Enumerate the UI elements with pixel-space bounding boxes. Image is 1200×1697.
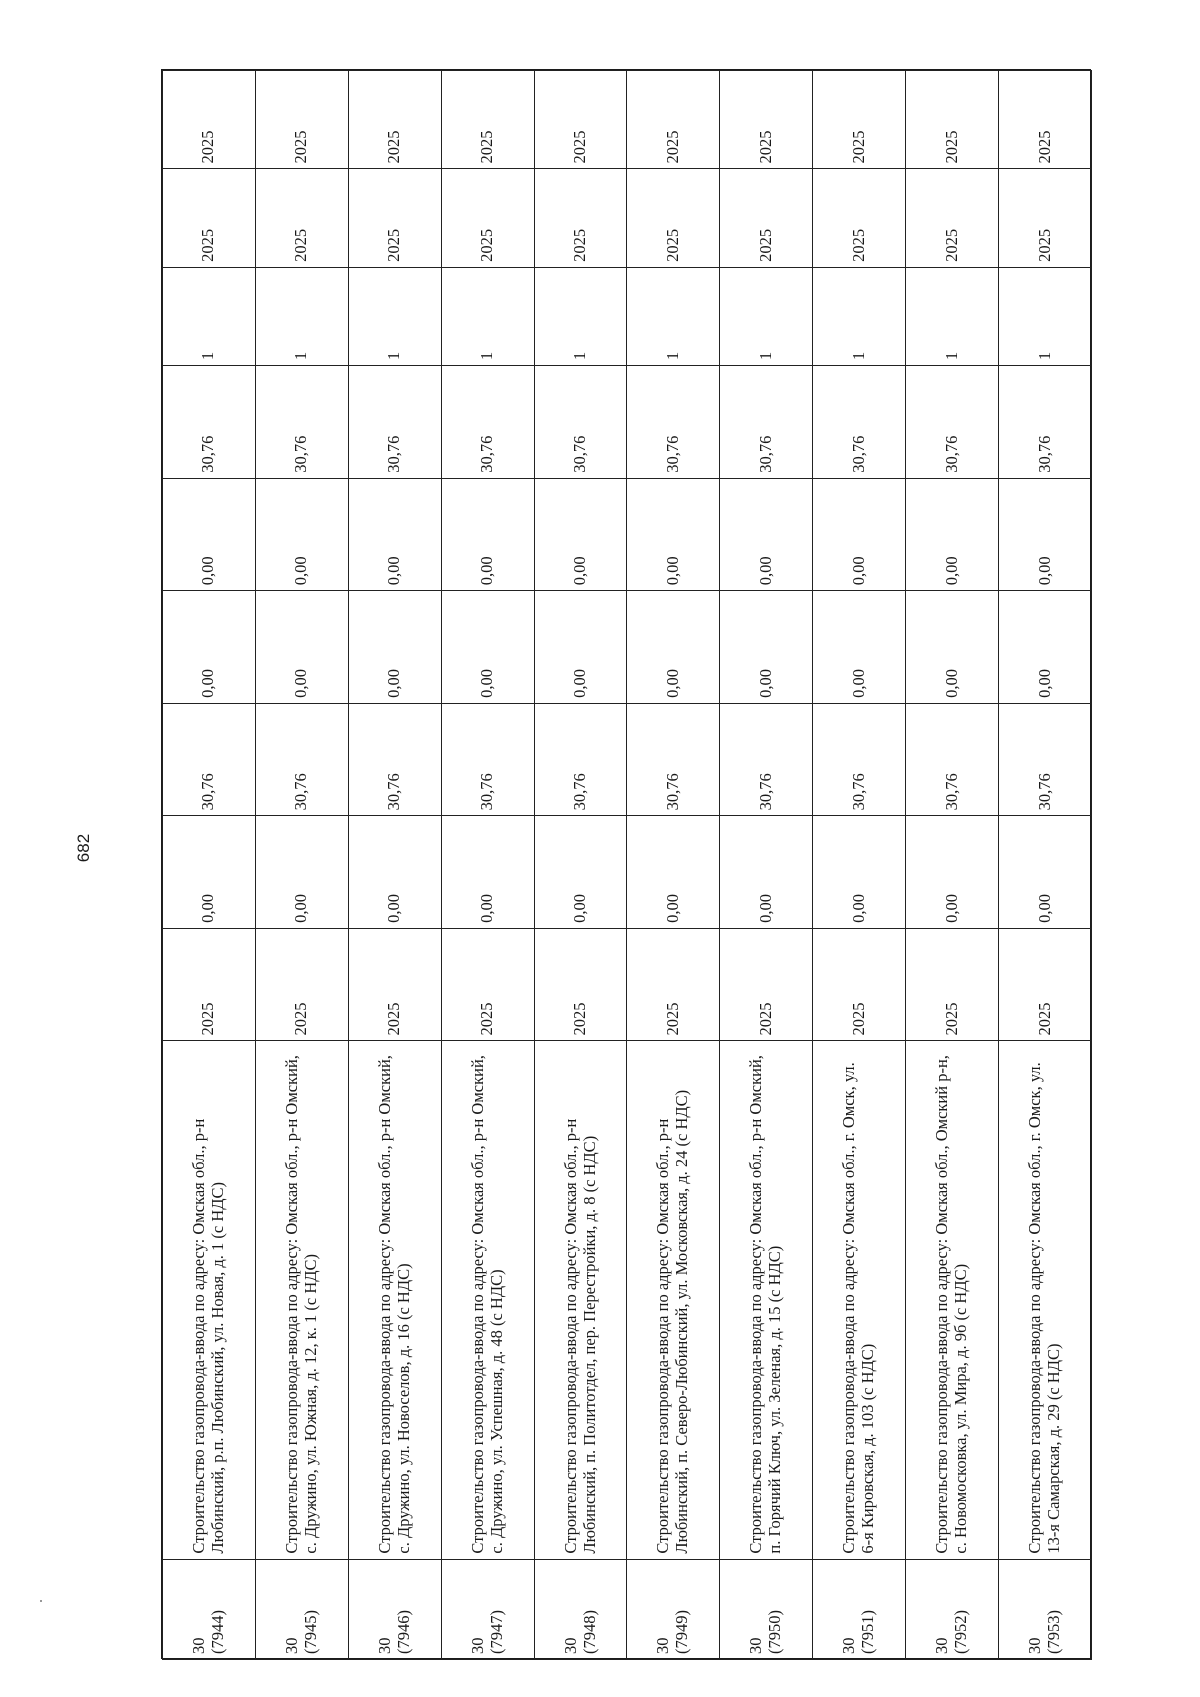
row-value-1: 0,00 <box>348 816 441 929</box>
row-start-year: 2025 <box>627 169 720 267</box>
row-value-1: 0,00 <box>534 816 627 929</box>
row-code: 30 <box>560 1637 580 1654</box>
row-code: 30 <box>839 1637 859 1654</box>
row-value-4: 0,00 <box>999 478 1092 591</box>
row-code-cell <box>627 1559 720 1659</box>
row-start-year: 2025 <box>906 169 999 267</box>
row-year-cell: 2025 <box>348 928 441 1041</box>
row-end-year: 2025 <box>348 71 441 169</box>
row-value-3: 0,00 <box>534 591 627 704</box>
row-code: 30 <box>746 1637 766 1654</box>
row-value-4: 0,00 <box>441 478 534 591</box>
row-name-cell: Строительство газопровода-ввода по адресу: Омская обл., г. Омск, ул. 13-я Самарская, д. 29 (с НДС) <box>999 1041 1092 1559</box>
row-value-2: 30,76 <box>999 703 1092 816</box>
row-end-year: 2025 <box>906 71 999 169</box>
table-row <box>813 71 906 1660</box>
row-start-year: 2025 <box>255 169 348 267</box>
row-end-year: 2025 <box>255 71 348 169</box>
row-start-year: 2025 <box>720 169 813 267</box>
row-id: (7946) <box>393 1610 413 1654</box>
row-value-2: 30,76 <box>813 703 906 816</box>
row-value-3: 0,00 <box>163 591 256 704</box>
row-value-4: 0,00 <box>534 478 627 591</box>
row-quantity: 1 <box>906 267 999 365</box>
row-code-cell <box>720 1559 813 1659</box>
row-year-cell: 2025 <box>534 928 627 1041</box>
row-value-4: 0,00 <box>348 478 441 591</box>
table-row <box>534 71 627 1660</box>
row-value-1: 0,00 <box>441 816 534 929</box>
row-value-2: 30,76 <box>348 703 441 816</box>
row-start-year: 2025 <box>163 169 256 267</box>
row-year-cell: 2025 <box>627 928 720 1041</box>
row-value-4: 0,00 <box>906 478 999 591</box>
table-row <box>255 71 348 1660</box>
row-start-year: 2025 <box>348 169 441 267</box>
row-code: 30 <box>1025 1637 1045 1654</box>
row-value-1: 0,00 <box>627 816 720 929</box>
row-end-year: 2025 <box>441 71 534 169</box>
row-value-2: 30,76 <box>906 703 999 816</box>
row-code: 30 <box>467 1637 487 1654</box>
row-code-cell <box>534 1559 627 1659</box>
row-id: (7951) <box>858 1610 878 1654</box>
row-quantity: 1 <box>813 267 906 365</box>
row-value-5: 30,76 <box>999 366 1092 479</box>
row-value-4: 0,00 <box>627 478 720 591</box>
row-value-3: 0,00 <box>348 591 441 704</box>
row-start-year: 2025 <box>534 169 627 267</box>
row-value-5: 30,76 <box>255 366 348 479</box>
row-year-cell: 2025 <box>255 928 348 1041</box>
row-code-cell <box>255 1559 348 1659</box>
row-quantity: 1 <box>720 267 813 365</box>
row-value-5: 30,76 <box>534 366 627 479</box>
row-value-5: 30,76 <box>906 366 999 479</box>
row-value-1: 0,00 <box>163 816 256 929</box>
row-code-cell <box>163 1559 256 1659</box>
row-value-3: 0,00 <box>906 591 999 704</box>
row-value-4: 0,00 <box>163 478 256 591</box>
registry-table-frame <box>161 69 1091 1659</box>
row-value-3: 0,00 <box>720 591 813 704</box>
row-value-3: 0,00 <box>627 591 720 704</box>
scan-speck <box>40 1600 42 1602</box>
row-value-1: 0,00 <box>720 816 813 929</box>
table-row <box>906 71 999 1660</box>
row-value-2: 30,76 <box>441 703 534 816</box>
row-value-1: 0,00 <box>999 816 1092 929</box>
row-quantity: 1 <box>534 267 627 365</box>
row-id: (7949) <box>672 1610 692 1654</box>
row-year-cell: 2025 <box>720 928 813 1041</box>
row-id: (7948) <box>579 1610 599 1654</box>
table-row <box>720 71 813 1660</box>
row-end-year: 2025 <box>720 71 813 169</box>
row-value-5: 30,76 <box>348 366 441 479</box>
row-value-4: 0,00 <box>813 478 906 591</box>
row-value-3: 0,00 <box>999 591 1092 704</box>
table-row <box>163 71 256 1660</box>
table-row <box>348 71 441 1660</box>
row-value-1: 0,00 <box>906 816 999 929</box>
row-code-cell <box>441 1559 534 1659</box>
row-value-2: 30,76 <box>534 703 627 816</box>
row-year-cell: 2025 <box>163 928 256 1041</box>
row-quantity: 1 <box>441 267 534 365</box>
row-end-year: 2025 <box>627 71 720 169</box>
row-code: 30 <box>281 1637 301 1654</box>
row-value-1: 0,00 <box>813 816 906 929</box>
table-row <box>627 71 720 1660</box>
table-row <box>441 71 534 1660</box>
row-end-year: 2025 <box>999 71 1092 169</box>
row-code-cell <box>348 1559 441 1659</box>
row-value-3: 0,00 <box>255 591 348 704</box>
row-code: 30 <box>653 1637 673 1654</box>
row-start-year: 2025 <box>441 169 534 267</box>
row-year-cell: 2025 <box>906 928 999 1041</box>
row-start-year: 2025 <box>999 169 1092 267</box>
table-row <box>999 71 1092 1660</box>
row-code: 30 <box>374 1637 394 1654</box>
row-end-year: 2025 <box>534 71 627 169</box>
row-value-2: 30,76 <box>255 703 348 816</box>
row-name-cell: Строительство газопровода-ввода по адресу: Омская обл., г. Омск, ул. 6-я Кировская, д. 103 (с НДС) <box>813 1041 906 1559</box>
row-name-cell: Строительство газопровода-ввода по адресу: Омская обл., р-н Любинский, п. Северо-Любинский, ул. Московская, д. 24 (с НДС) <box>627 1041 720 1559</box>
row-quantity: 1 <box>348 267 441 365</box>
row-end-year: 2025 <box>813 71 906 169</box>
row-id: (7945) <box>300 1610 320 1654</box>
rotated-table-container <box>162 70 1092 1660</box>
row-value-2: 30,76 <box>627 703 720 816</box>
row-code: 30 <box>188 1637 208 1654</box>
row-code-cell <box>813 1559 906 1659</box>
row-id: (7944) <box>207 1610 227 1654</box>
row-value-3: 0,00 <box>441 591 534 704</box>
row-value-1: 0,00 <box>255 816 348 929</box>
row-name-cell: Строительство газопровода-ввода по адресу: Омская обл., р-н Любинский, п. Политотдел, пер. Перестройки, д. 8 (с НДС) <box>534 1041 627 1559</box>
row-value-4: 0,00 <box>255 478 348 591</box>
row-value-2: 30,76 <box>163 703 256 816</box>
row-year-cell: 2025 <box>441 928 534 1041</box>
row-name-cell: Строительство газопровода-ввода по адресу: Омская обл., Омский р-н, с. Новомосковка, ул. Мира, д. 9б (с НДС) <box>906 1041 999 1559</box>
row-start-year: 2025 <box>813 169 906 267</box>
row-id: (7950) <box>765 1610 785 1654</box>
row-quantity: 1 <box>999 267 1092 365</box>
row-value-4: 0,00 <box>720 478 813 591</box>
row-value-2: 30,76 <box>720 703 813 816</box>
row-name-cell: Строительство газопровода-ввода по адресу: Омская обл., р-н Омский, с. Дружино, ул. Новоселов, д. 16 (с НДС) <box>348 1041 441 1559</box>
row-quantity: 1 <box>163 267 256 365</box>
row-id: (7953) <box>1044 1610 1063 1654</box>
page-number: 682 <box>74 833 93 863</box>
row-code: 30 <box>932 1637 952 1654</box>
row-value-5: 30,76 <box>627 366 720 479</box>
row-quantity: 1 <box>255 267 348 365</box>
row-value-5: 30,76 <box>163 366 256 479</box>
row-id: (7947) <box>486 1610 506 1654</box>
row-name-cell: Строительство газопровода-ввода по адресу: Омская обл., р-н Омский, с. Дружино, ул. Успешная, д. 48 (с НДС) <box>441 1041 534 1559</box>
row-value-3: 0,00 <box>813 591 906 704</box>
row-name-cell: Строительство газопровода-ввода по адресу: Омская обл., р-н Омский, с. Дружино, ул. Южная, д. 12, к. 1 (с НДС) <box>255 1041 348 1559</box>
row-end-year: 2025 <box>163 71 256 169</box>
row-code-cell <box>999 1559 1092 1659</box>
row-year-cell: 2025 <box>813 928 906 1041</box>
row-code-cell <box>906 1559 999 1659</box>
row-quantity: 1 <box>627 267 720 365</box>
row-value-5: 30,76 <box>441 366 534 479</box>
row-name-cell: Строительство газопровода-ввода по адресу: Омская обл., р-н Любинский, р.п. Любинский, ул. Новая, д. 1 (с НДС) <box>163 1041 256 1559</box>
registry-table <box>162 70 1092 1660</box>
row-name-cell: Строительство газопровода-ввода по адресу: Омская обл., р-н Омский, п. Горячий Ключ, ул. Зеленая, д. 15 (с НДС) <box>720 1041 813 1559</box>
row-id: (7952) <box>951 1610 971 1654</box>
row-value-5: 30,76 <box>813 366 906 479</box>
row-year-cell: 2025 <box>999 928 1092 1041</box>
row-value-5: 30,76 <box>720 366 813 479</box>
